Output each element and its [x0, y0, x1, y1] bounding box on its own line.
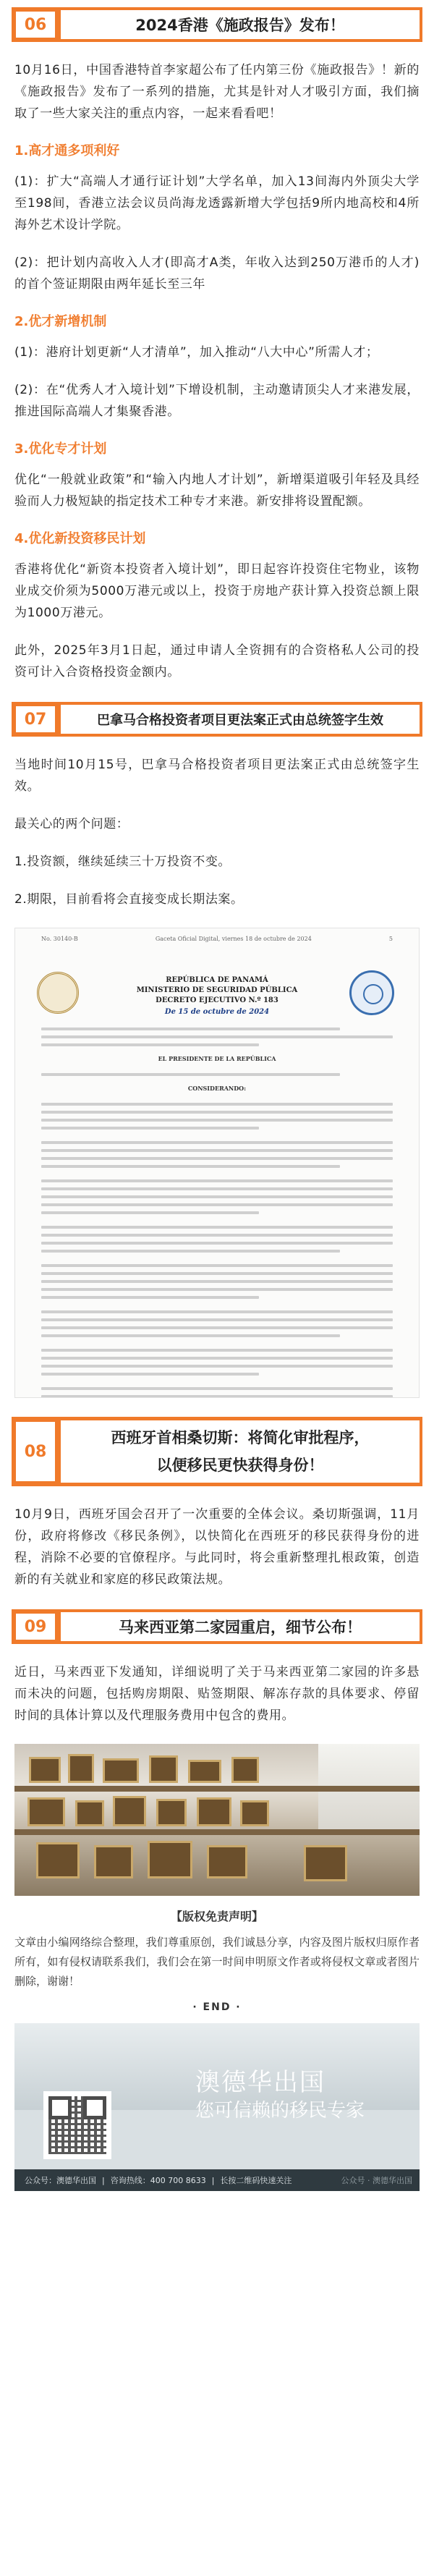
section-title-line: 以便移民更快获得身份！ — [156, 1457, 324, 1474]
brand-footer-card — [14, 2023, 420, 2191]
decree-heading — [41, 975, 393, 1017]
decree-subtitle: EL PRESIDENTE DE LA REPÚBLICA — [158, 1055, 276, 1062]
paragraph: 此外，2025年3月1日起，通过申请人全资拥有的合资格私人公司的投资可计入合资格投资金额内。 — [14, 643, 420, 679]
office-interior-photo — [14, 1744, 420, 1896]
decree-heading-line: DECRETO EJECUTIVO N.º 183 — [156, 996, 278, 1004]
decree-text-lines — [41, 1103, 393, 1398]
paragraph: 1.投资额，继续延续三十万投资不变。 — [14, 855, 231, 869]
section-number: 07 — [14, 705, 56, 734]
section-banner-06 — [12, 7, 422, 42]
subheading-talent-pass: 1.高才通多项利好 — [14, 143, 120, 158]
paragraph: 最关心的两个问题： — [14, 817, 129, 831]
paragraph: (1)：港府计划更新“人才清单”，加入推动“八大中心”所需人才； — [14, 345, 379, 360]
brand-slogan: 您可信赖的移民专家 — [195, 2100, 365, 2122]
decree-header — [41, 936, 393, 942]
decree-text-lines — [41, 1073, 393, 1076]
section-title: 2024香港《施政报告》发布！ — [61, 10, 420, 39]
brand-name: 澳德华出国 — [195, 2068, 326, 2097]
section-number: 08 — [14, 1420, 56, 1483]
footer-hotline: 咨询热线：400 700 8633 — [110, 2176, 206, 2185]
section-title-line: 西班牙首相桑切斯：将简化审批程序， — [111, 1429, 370, 1446]
section-banner-09 — [12, 1609, 422, 1644]
subheading-professional-scheme: 3.优化专才计划 — [14, 441, 107, 457]
section-title: 马来西亚第二家园重启，细节公布！ — [61, 1612, 420, 1641]
paragraph: (2)：在“优秀人才入境计划”下增设机制，主动邀请顶尖人才来港发展，推进国际高端人才集聚香港。 — [14, 383, 420, 419]
decree-heading-line: MINISTERIO DE SEGURIDAD PÚBLICA — [136, 986, 298, 994]
paragraph: 当地时间10月15号，巴拿马合格投资者项目更法案正式由总统签字生效。 — [14, 758, 420, 794]
decree-ref-center: Gaceta Oficial Digital, viernes 18 de octubre de 2024 — [155, 936, 312, 942]
intro-paragraph: 10月16日，中国香港特首李家超公布了任内第三份《施政报告》！新的《施政报告》发布了一系列的措施，尤其是针对人才吸引方面，我们摘取了一些大家关注的重点内容，一起来看看吧！ — [14, 63, 420, 121]
footer-info-bar: 公众号：澳德华出国 | 咨询热线：400 700 8633 | 长按二维码快速关注 公众号 · 澳德华出国 — [14, 2169, 420, 2191]
paragraph: 香港将优化“新资本投资者入境计划”，即日起容许投资住宅物业，该物业成交价须为5000万港元或以上，投资于房地产获计算入投资总额上限为1000万港元。 — [14, 562, 420, 620]
paragraph: (1)：扩大“高端人才通行证计划”大学名单，加入13间海内外顶尖大学至198间，香港立法会议员尚海龙透露新增大学包括9所内地高校和4所海外艺术设计学院。 — [14, 174, 420, 232]
paragraph: 2.期限，目前看将会直接变成长期法案。 — [14, 892, 244, 907]
coat-of-arms-seal-icon — [37, 972, 79, 1014]
section-title — [61, 1420, 420, 1483]
decree-ref-right: 5 — [388, 936, 393, 942]
subheading-investment-scheme: 4.优化新投资移民计划 — [14, 531, 146, 546]
section-title: 巴拿马合格投资者项目更法案正式由总统签字生效 — [61, 705, 420, 734]
qr-code-icon[interactable] — [43, 2091, 111, 2159]
paragraph: 优化“一般就业政策”和“输入内地人才计划”，新增渠道吸引年轻及具经验而人力极短缺的指定技术工种专才来港。新安排将设置配额。 — [14, 473, 420, 509]
decree-text-lines — [41, 1028, 393, 1046]
footer-follow-hint: 长按二维码快速关注 — [220, 2176, 292, 2185]
decree-heading-line: REPÚBLICA DE PANAMÁ — [166, 976, 268, 984]
paragraph: (2)：把计划内高收入人才(即高才A类，年收入达到250万港币的人才)的首个签证期限由两年延长至三年 — [14, 255, 420, 292]
end-mark: · END · — [192, 2001, 242, 2013]
decree-document-image — [14, 928, 420, 1398]
paragraph: 近日，马来西亚下发通知，详细说明了关于马来西亚第二家园的许多悬而未决的问题，包括购房期限、贴签期限、解冻存款的具体要求、停留时间的具体计算以及代理服务费用中包含的费用。 — [14, 1665, 420, 1723]
subheading-quality-migrant: 2.优才新增机制 — [14, 314, 107, 329]
decree-heading-line: De 15 de octubre de 2024 — [164, 1008, 270, 1016]
decree-ref-left: No. 30140-B — [41, 936, 78, 942]
section-number: 06 — [14, 10, 56, 39]
footer-account: 公众号：澳德华出国 — [25, 2176, 96, 2185]
article-page — [0, 7, 434, 2191]
copyright-title: 【版权免责声明】 — [170, 1910, 263, 1923]
section-banner-08 — [12, 1417, 422, 1486]
footer-watermark: 公众号 · 澳德华出国 — [341, 2176, 412, 2185]
section-banner-07 — [12, 702, 422, 737]
gazette-stamp-icon — [349, 970, 394, 1015]
paragraph: 10月9日，西班牙国会召开了一次重要的全体会议。桑切斯强调，11月份，政府将修改《移民条例》，以快简化在西班牙的移民获得身份的进程，消除不必要的官僚程序。与此同时，将会重新整理扎根政策，创造新的有关就业和家庭的移民政策法规。 — [14, 1507, 420, 1587]
copyright-text: 文章由小编网络综合整理，我们尊重原创，我们诚恳分享，内容及图片版权归原作者所有，如有侵权请联系我们，我们会在第一时间申明原文作者或将侵权文章或者图片删除，谢谢！ — [14, 1936, 420, 1988]
section-number: 09 — [14, 1612, 56, 1641]
decree-considerando: CONSIDERANDO: — [187, 1085, 247, 1092]
